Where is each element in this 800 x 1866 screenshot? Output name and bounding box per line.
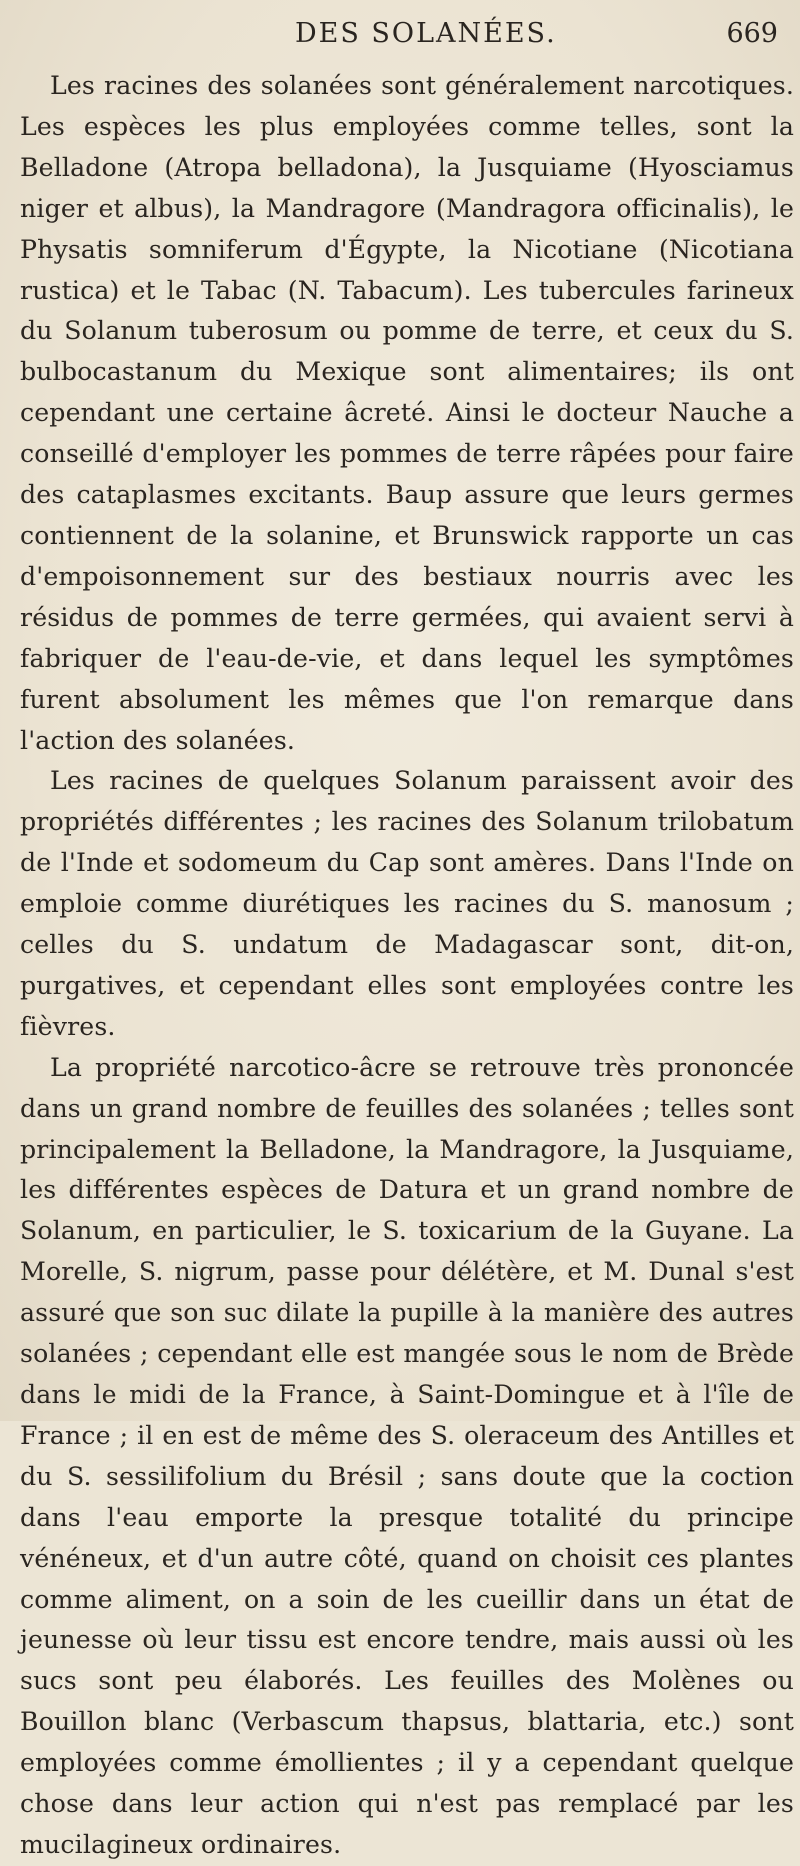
body-text [20, 66, 794, 1866]
page-header [40, 8, 800, 48]
running-title: DES SOLANÉES. [295, 18, 557, 49]
page-number: 669 [726, 18, 778, 49]
paragraph-leaves-properties: La propriété narcotico-âcre se retrouve très prononcée dans un grand nombre de feuilles des solanées ; telles sont principalement la Belladone, la Mandragore, la Jusquiame, les différentes espèces de Datura et un grand nombre de Solanum, en particulier, le S. toxicarium de la Guyane. La Morelle, S. nigrum, passe pour délétère, et M. Dunal s'est assuré que son suc dilate la pupille à la manière des autres solanées ; cependant elle est mangée sous le nom de Brède dans le midi de la France, à Saint-Domingue et à l'île de France ; il en est de même des S. oleraceum des Antilles et du S. sessilifolium du Brésil ; sans doute que la coction dans l'eau emporte la presque totalité du principe vénéneux, et d'un autre côté, quand on choisit ces plantes comme aliment, on a soin de les cueillir dans un état de jeunesse où leur tissu est encore tendre, mais aussi où les sucs sont peu élaborés. Les feuilles des Molènes ou Bouillon blanc (Verbascum thapsus, blattaria, etc.) sont employées comme émollientes ; il y a cependant quelque chose dans leur action qui n'est pas remplacé par les mucilagineux ordinaires. [20, 1052, 794, 1859]
paragraph-solanum-roots: Les racines de quelques Solanum paraissent avoir des propriétés différentes ; les racines des Solanum trilobatum de l'Inde et sodomeum du Cap sont amères. Dans l'Inde on emploie comme diurétiques les racines du S. manosum ; celles du S. undatum de Madagascar sont, dit-on, purgatives, et cependant elles sont employées contre les fièvres. [20, 766, 794, 1041]
paragraph-roots-narcotic: Les racines des solanées sont généralement narcotiques. Les espèces les plus employées comme telles, sont la Belladone (Atropa belladona), la Jusquiame (Hyosciamus niger et albus), la Mandragore (Mandragora officinalis), le Physatis somniferum d'Égypte, la Nicotiane (Nicotiana rustica) et le Tabac (N. Tabacum). Les tubercules farineux du Solanum tuberosum ou pomme de terre, et ceux du S. bulbocastanum du Mexique sont alimentaires; ils ont cependant une certaine âcreté. Ainsi le docteur Nauche a conseillé d'employer les pommes de terre râpées pour faire des cataplasmes excitants. Baup assure que leurs germes contiennent de la solanine, et Brunswick rapporte un cas d'empoisonnement sur des bestiaux nourris avec les résidus de pommes de terre germées, qui avaient servi à fabriquer de l'eau-de-vie, et dans lequel les symptômes furent absolument les mêmes que l'on remarque dans l'action des solanées. [20, 71, 794, 755]
